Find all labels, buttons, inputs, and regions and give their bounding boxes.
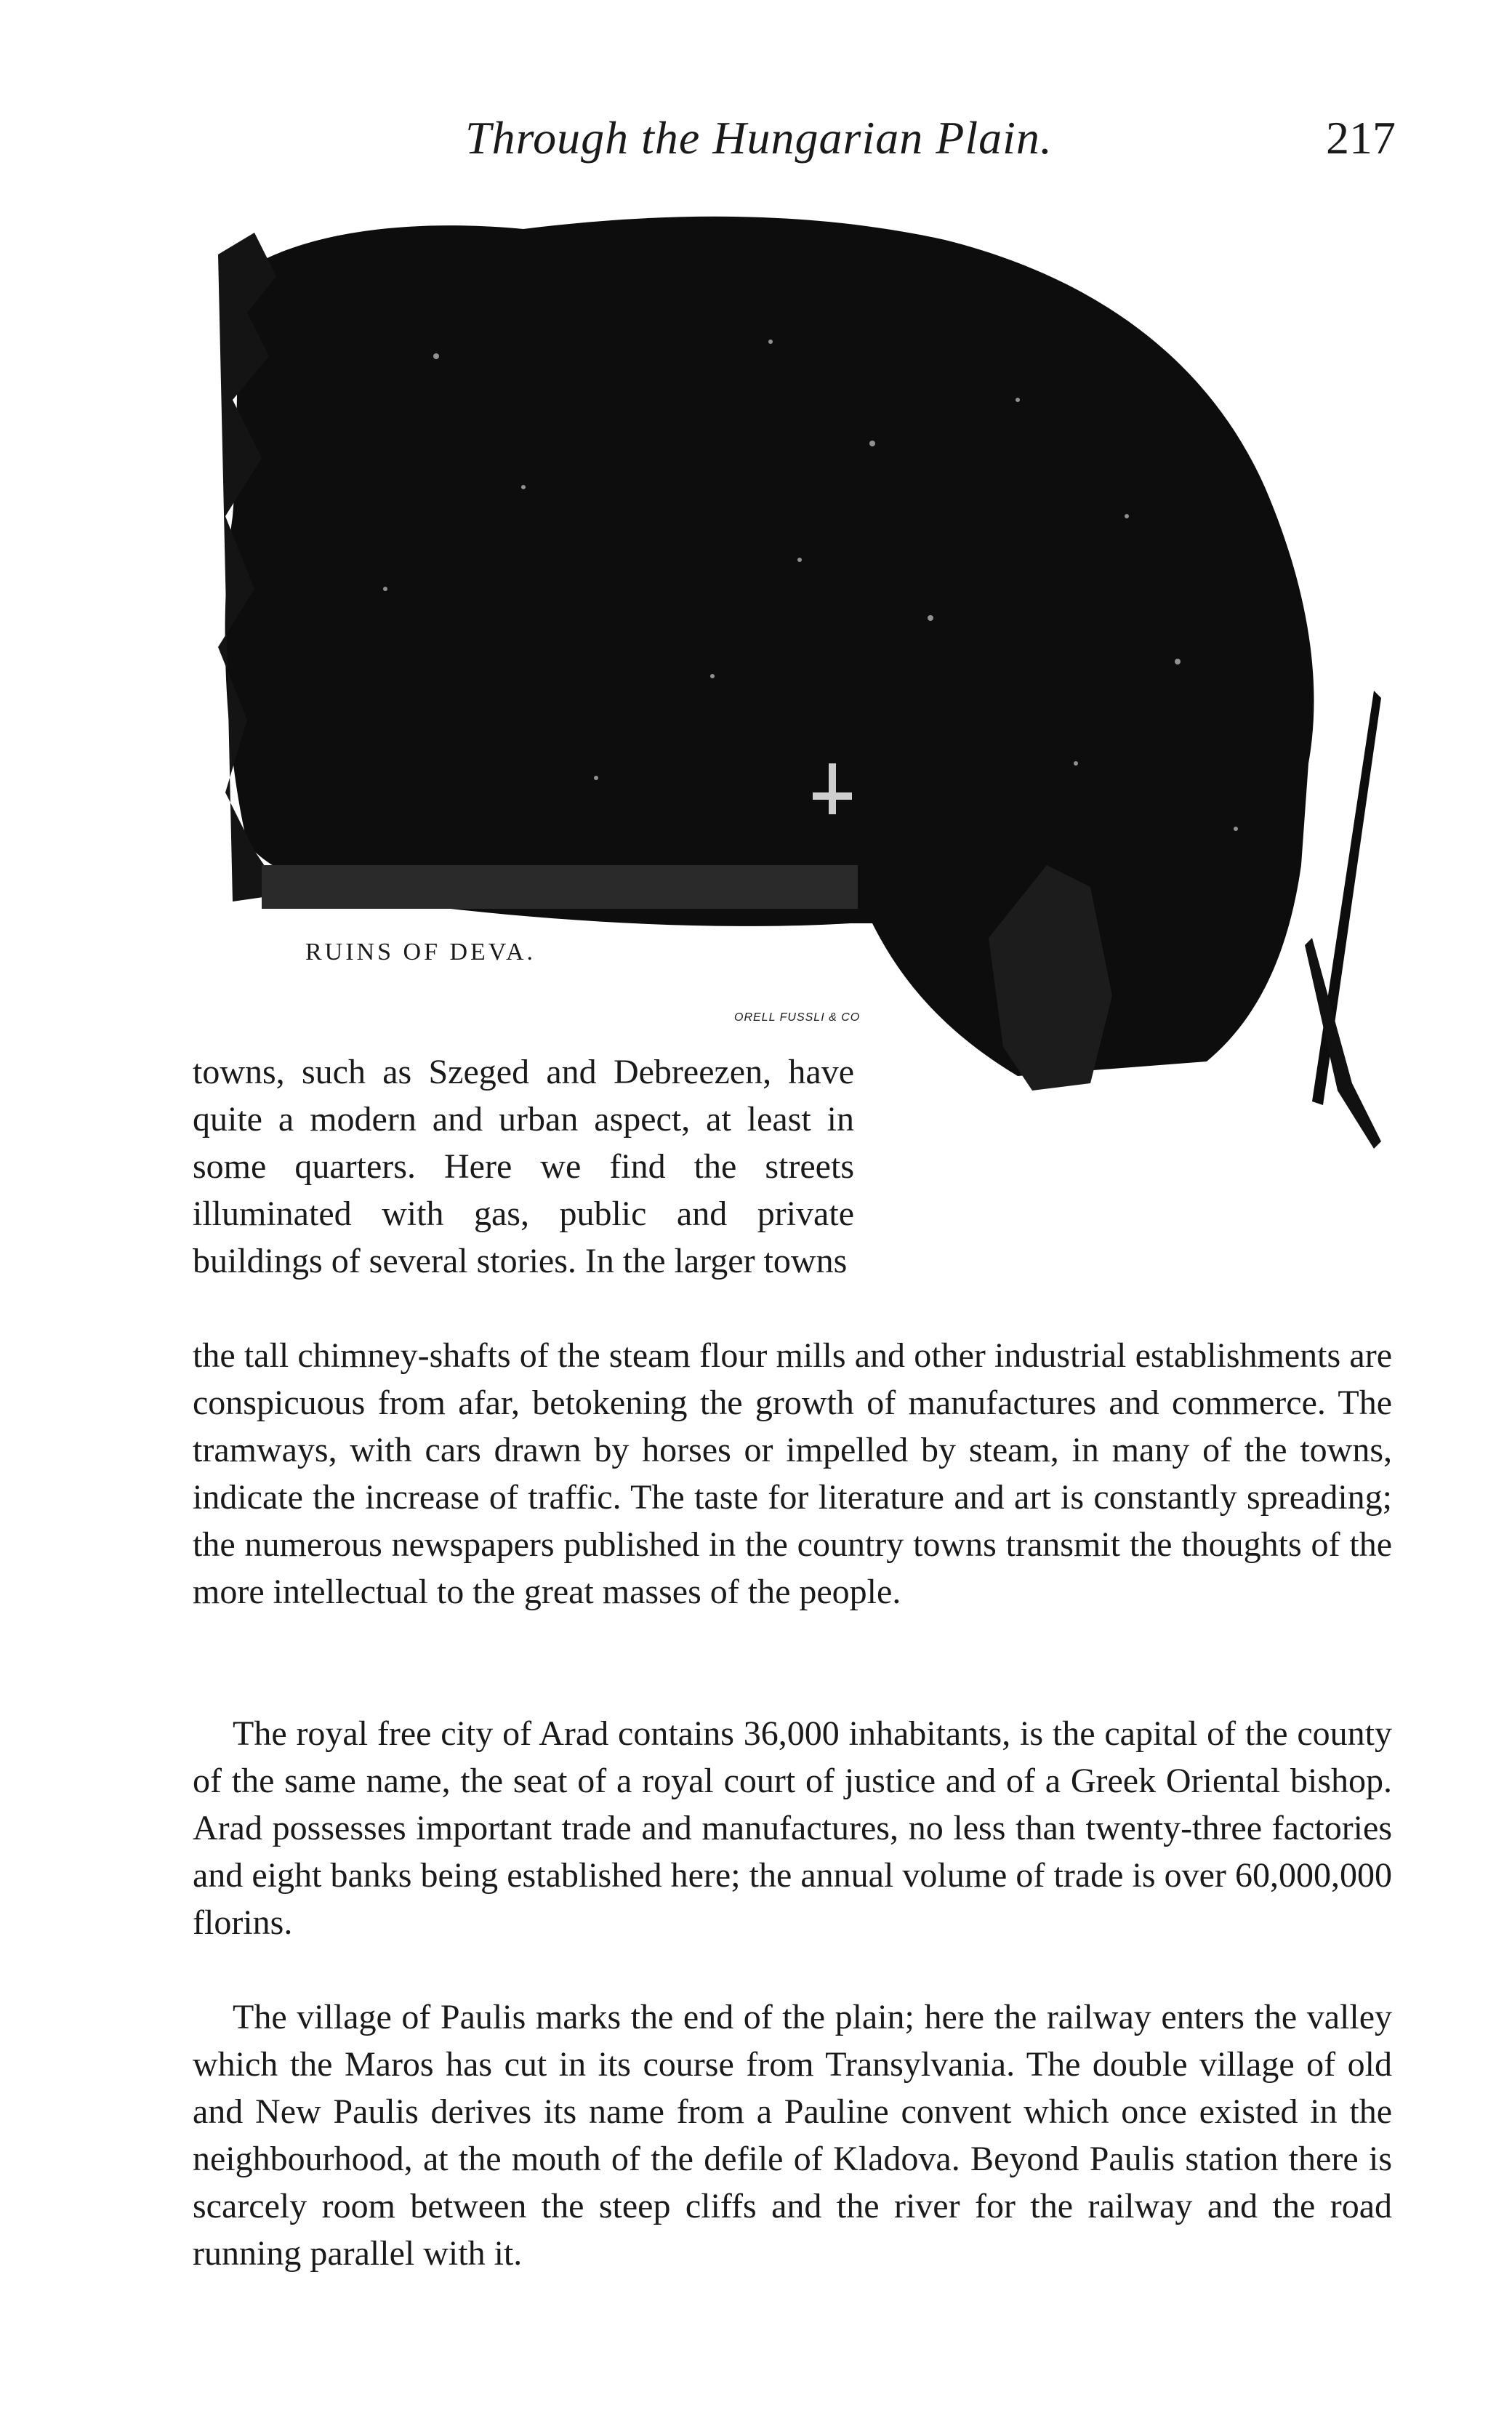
paragraph-paulis: The village of Paulis marks the end of the plain; here the railway enters the valley which the Maros has cut in its course from Transylvania. The double village of old and New Paulis derives its name from a Pauline convent which once existed in the neighbourhood, at the mouth of the defile of Kladova. Beyond Paulis station there is scarcely room between the steep cliffs and the river for the railway and the road running parallel with it. [193,1998,1392,2273]
page-number: 217 [1326,112,1396,164]
rifle-strap [1305,938,1381,1149]
paragraph-continued: the tall chimney-shafts of the steam flour mills and other industrial establishments are conspicuous from afar, betokening the growth of manufactures and commerce. The tramways, with cars drawn by horses or impelled by steam, in many of the towns, indicate the increase of traffic. The taste for literature and art is constantly spreading; the numerous newspapers published in the country towns transmit the thoughts of the more intellectual to the great masses of the people. [193,1336,1392,1611]
grass-band [262,865,858,909]
rifle [1312,691,1381,1105]
paragraph-arad: The royal free city of Arad contains 36,000 inhabitants, is the capital of the county of the same name, the seat of a royal court of justice and of a Greek Oriental bishop. Arad possesses important trade and manufactures, no less than twenty-three factories and eight banks being established here; the annual volume of trade is over 60,000,000 florins. [193,1714,1392,1942]
running-head [218,109,1396,174]
paragraph-wrapped-text: towns, such as Szeged and Debreezen, have quite a modern and urban aspect, at least in some quarters. Here we find the streets illuminated with gas, public and private buildings of several stories. In the larger towns [193,1053,854,1280]
running-title: Through the Hungarian Plain. [465,112,1053,164]
engraver-credit: ORELL FUSSLI & CO [734,1011,861,1024]
figure-caption: RUINS OF DEVA. [305,939,536,965]
